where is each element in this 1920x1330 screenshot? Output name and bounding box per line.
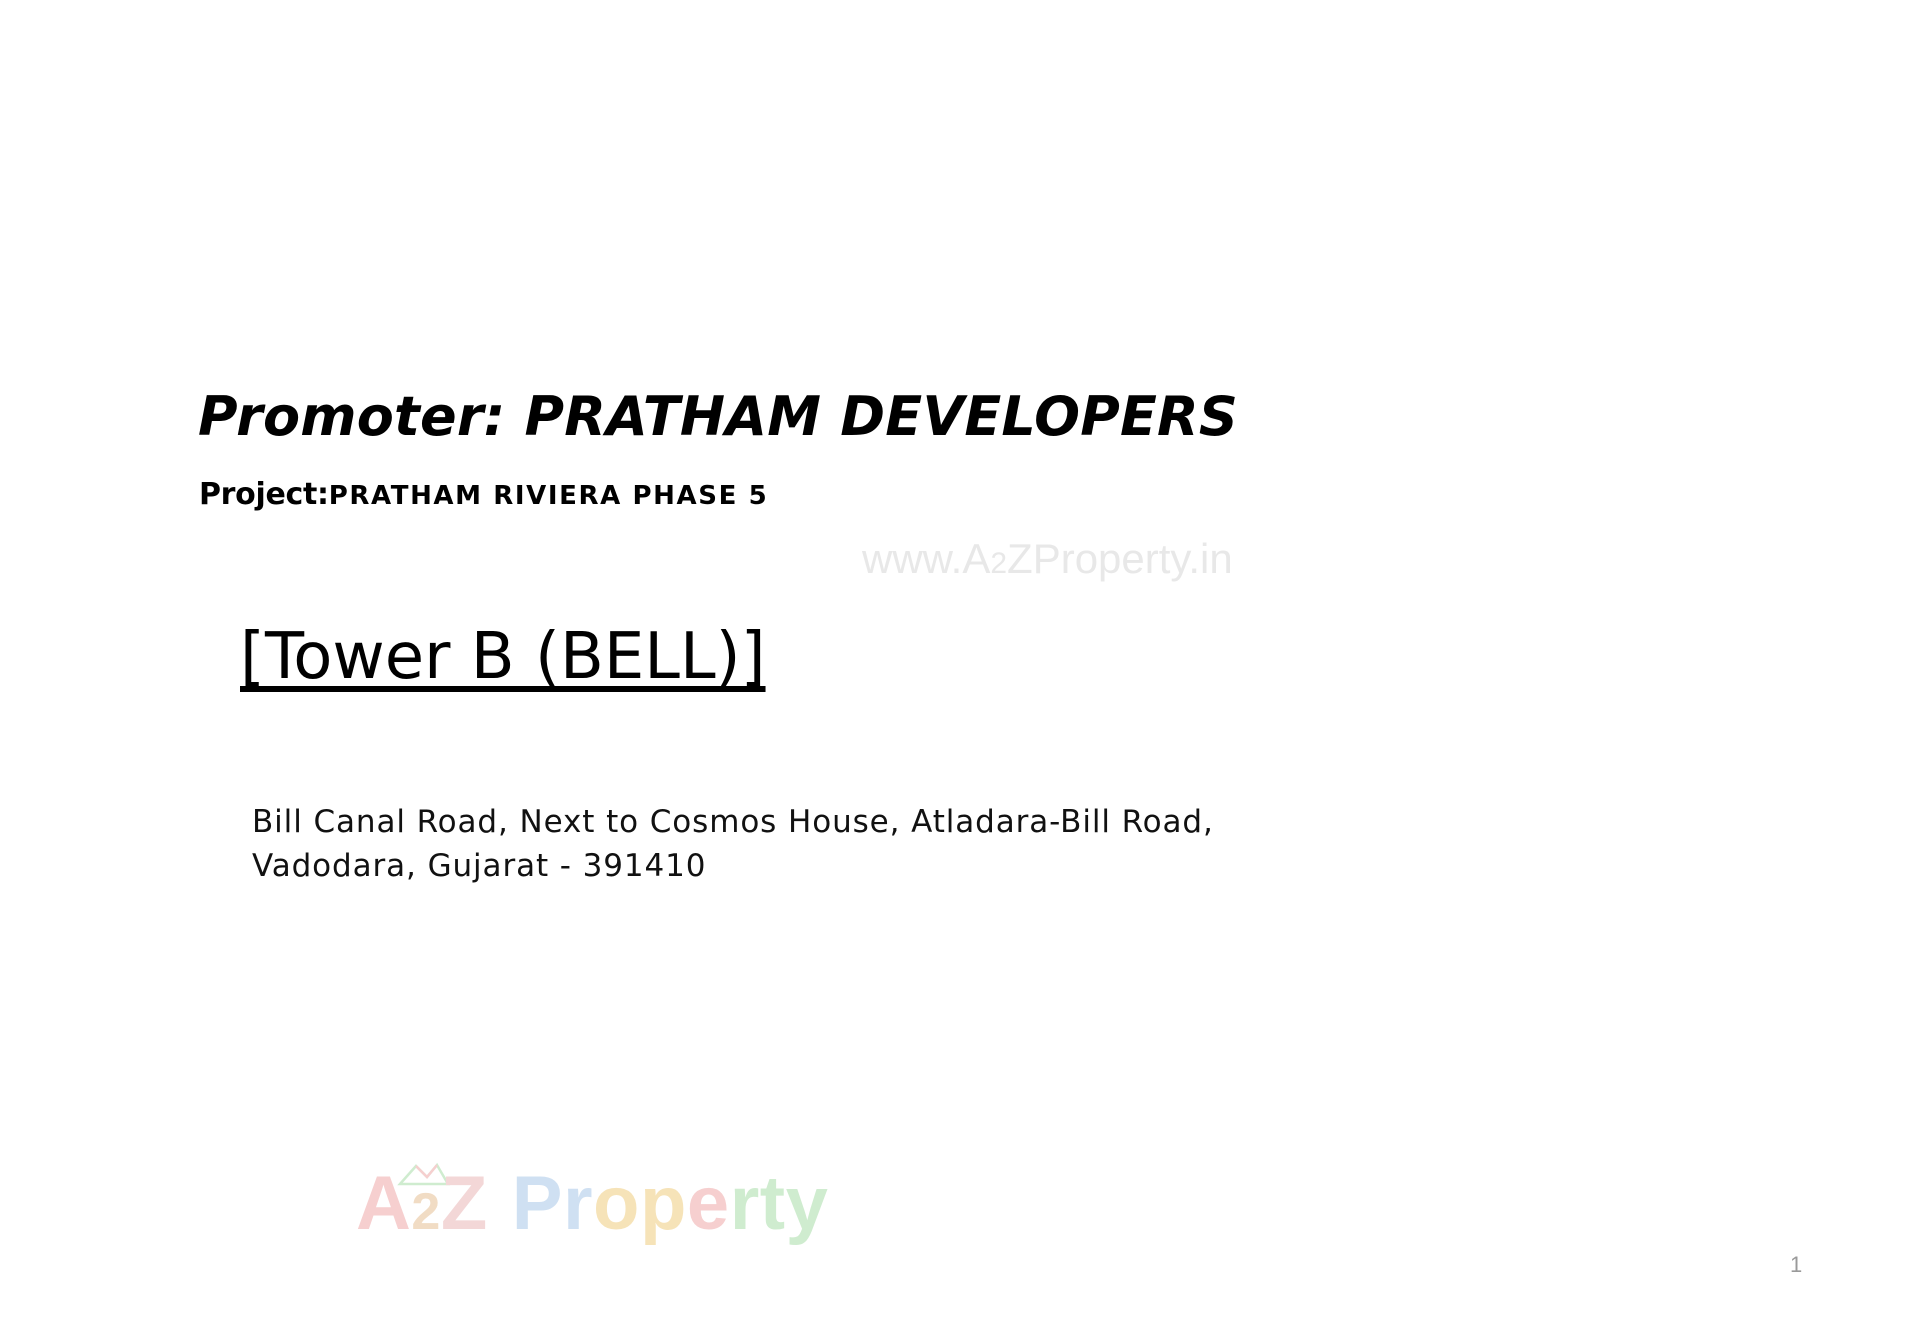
project-name: PRATHAM RIVIERA PHASE 5 bbox=[328, 481, 769, 511]
website-watermark bbox=[862, 535, 1233, 583]
page-number: 1 bbox=[1790, 1252, 1803, 1277]
logo-letter-e: e bbox=[686, 1161, 730, 1246]
logo-letter-o: o bbox=[593, 1161, 640, 1246]
a2z-property-logo bbox=[356, 1160, 828, 1247]
watermark-url-prefix: www.A bbox=[862, 535, 991, 582]
promoter-heading: Promoter: PRATHAM DEVELOPERS bbox=[198, 385, 1238, 448]
logo-letter-2: 2 bbox=[411, 1183, 441, 1241]
project-heading bbox=[199, 477, 768, 512]
logo-letter-r: r bbox=[562, 1161, 594, 1246]
logo-letter-r2: r bbox=[729, 1161, 760, 1246]
logo-letter-t: t bbox=[759, 1161, 786, 1246]
watermark-url-sub: 2 bbox=[990, 547, 1008, 580]
logo-letter-y: y bbox=[785, 1161, 829, 1246]
tower-title: [Tower B (BELL)] bbox=[240, 620, 766, 694]
project-label: Project: bbox=[199, 477, 329, 512]
project-address: Bill Canal Road, Next to Cosmos House, Atladara-Bill Road, Vadodara, Gujarat - 391410 bbox=[252, 804, 1214, 885]
logo-letter-p: P bbox=[511, 1161, 563, 1246]
logo-letter-z: Z bbox=[440, 1161, 488, 1246]
logo-letter-p2: p bbox=[639, 1161, 687, 1246]
watermark-url-suffix: ZProperty.in bbox=[1007, 535, 1233, 582]
logo-letter-a: A bbox=[356, 1161, 412, 1246]
